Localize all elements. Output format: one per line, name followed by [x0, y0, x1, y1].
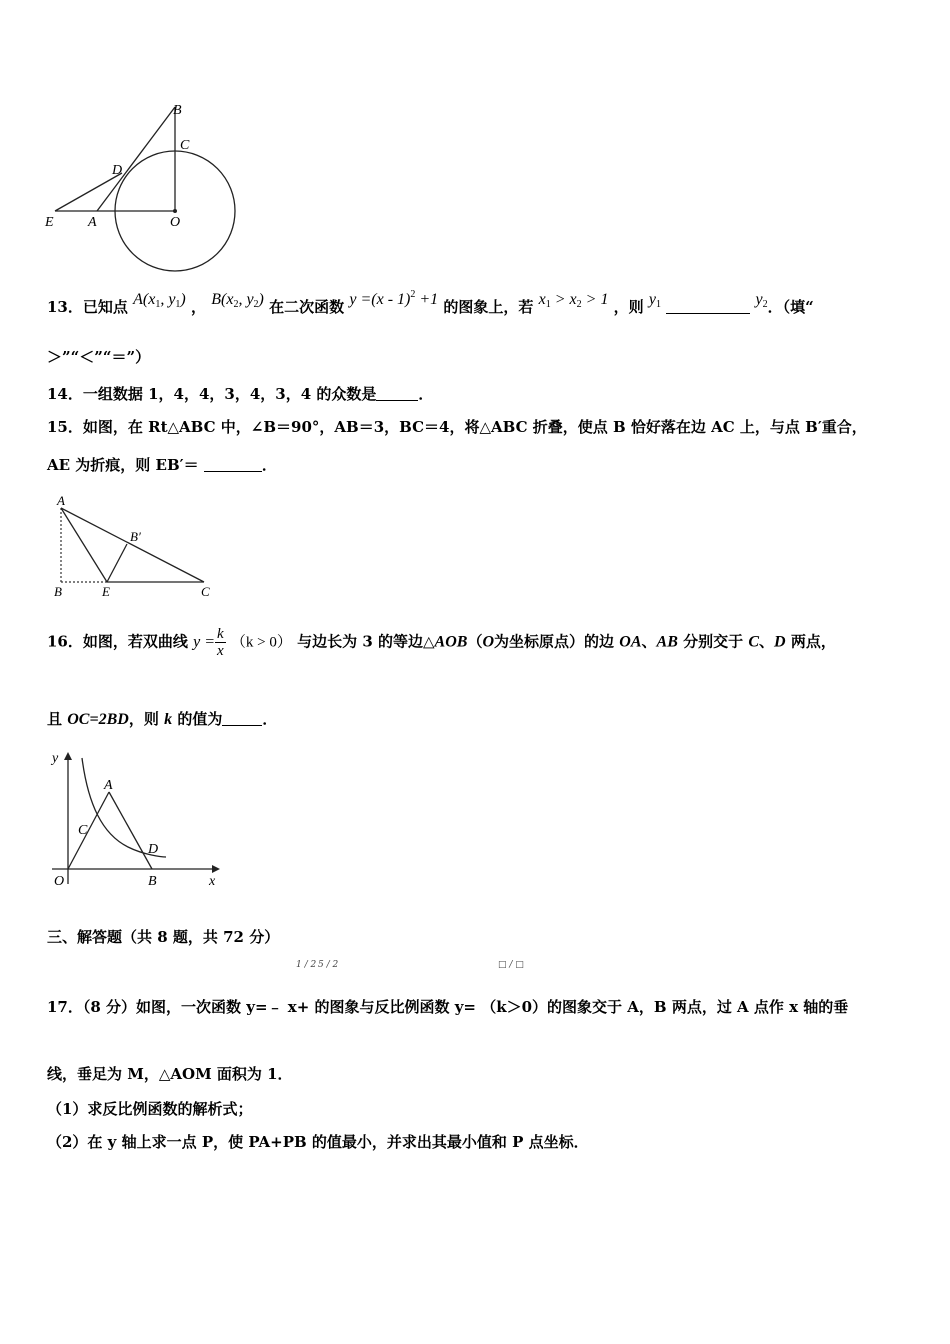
label-o: O — [170, 215, 181, 230]
q17-fraction-3: □ / □ — [498, 960, 524, 970]
question-15-line2: AE 为折痕，则 EB′＝ ． — [47, 456, 277, 474]
label-b: B — [148, 874, 157, 889]
answer-blank-14[interactable] — [376, 386, 418, 401]
label-x: x — [209, 874, 216, 889]
question-14: 14．一组数据 1，4，4，3，4，3，4 的众数是 ． — [47, 385, 434, 403]
label-c: C — [78, 823, 88, 838]
label-y: y — [52, 751, 59, 766]
label-a: A — [57, 494, 65, 508]
label-o: O — [54, 874, 65, 889]
question-16-line2: 且 OC=2BD，则 k 的值为 ． — [47, 710, 278, 728]
figure-q15 — [46, 494, 221, 600]
label-a: A — [88, 215, 97, 230]
x-axis-arrow — [212, 865, 220, 873]
segment-ab — [97, 107, 175, 211]
question-17-sub2: （2）在 y 轴上求一点 P，使 PA+PB 的值最小，并求出其最小值和 P 点坐标． — [47, 1133, 589, 1151]
label-c: C — [201, 584, 210, 599]
question-13-line2: ＞”“＜”“＝”） — [47, 348, 151, 366]
question-17-sub1: （1）求反比例函数的解析式； — [47, 1100, 253, 1118]
label-b: B — [54, 584, 62, 599]
point-o — [173, 209, 177, 213]
label-b: B — [173, 103, 182, 118]
label-c: C — [180, 138, 190, 153]
answer-blank-13[interactable] — [666, 299, 750, 314]
fraction-k-over-x: $\frac{k}{x}$ — [217, 626, 224, 659]
answer-blank-16[interactable] — [222, 711, 262, 726]
q17-fraction-1: 1 / 2 — [296, 960, 317, 970]
question-17-line1: 17．（8 分）如图，一次函数 y=﹣ x+ 的图象与反比例函数 y= （k＞0）的图象交于 A，B 两点，过 A 点作 x 轴的垂 — [47, 998, 849, 1016]
figure-q16 — [44, 744, 229, 894]
label-d: D — [112, 163, 123, 178]
label-d: D — [148, 842, 159, 857]
segment-eb-prime — [107, 544, 127, 582]
segment-oa — [68, 792, 109, 869]
label-b-prime: B′ — [130, 529, 141, 544]
label-a: A — [104, 778, 113, 793]
question-13: 13．已知点 $A(x_1$, $y_1$) ， $B(x_2$, $y_2$) 在二次函数 y =(x - 1)$^2$ +1 的图象上，若 $x_1 > x_2 > 1$ ，则 $y_1$ $y_2$．（填“ — [47, 289, 814, 316]
segment-ab — [109, 792, 152, 869]
q17-fraction-2: 5 / 2 — [318, 960, 339, 970]
figure-q13 — [42, 100, 242, 272]
answer-blank-15[interactable] — [204, 457, 262, 472]
segment-ae — [61, 508, 107, 582]
question-15-line1: 15．如图，在 Rt△ABC 中，∠B＝90°，AB＝3，BC＝4，将△ABC 折叠，使点 B 恰好落在边 AC 上，与点 B′重合， — [47, 418, 867, 436]
section-3-title: 三、解答题（共 8 题，共 72 分） — [47, 928, 280, 946]
question-17-line2: 线，垂足为 M，△AOM 面积为 1． — [47, 1065, 293, 1083]
y-axis-arrow — [64, 752, 72, 760]
label-e: E — [102, 584, 110, 599]
question-16-line1: 16．如图，若双曲线 y = $\frac{k}{x}$ （k > 0） 与边长为 3 的等边△AOB（O为坐标原点）的边 OA、AB 分别交于 C、D 两点， — [47, 626, 836, 659]
label-e: E — [45, 215, 54, 230]
segment-ac — [61, 508, 204, 582]
